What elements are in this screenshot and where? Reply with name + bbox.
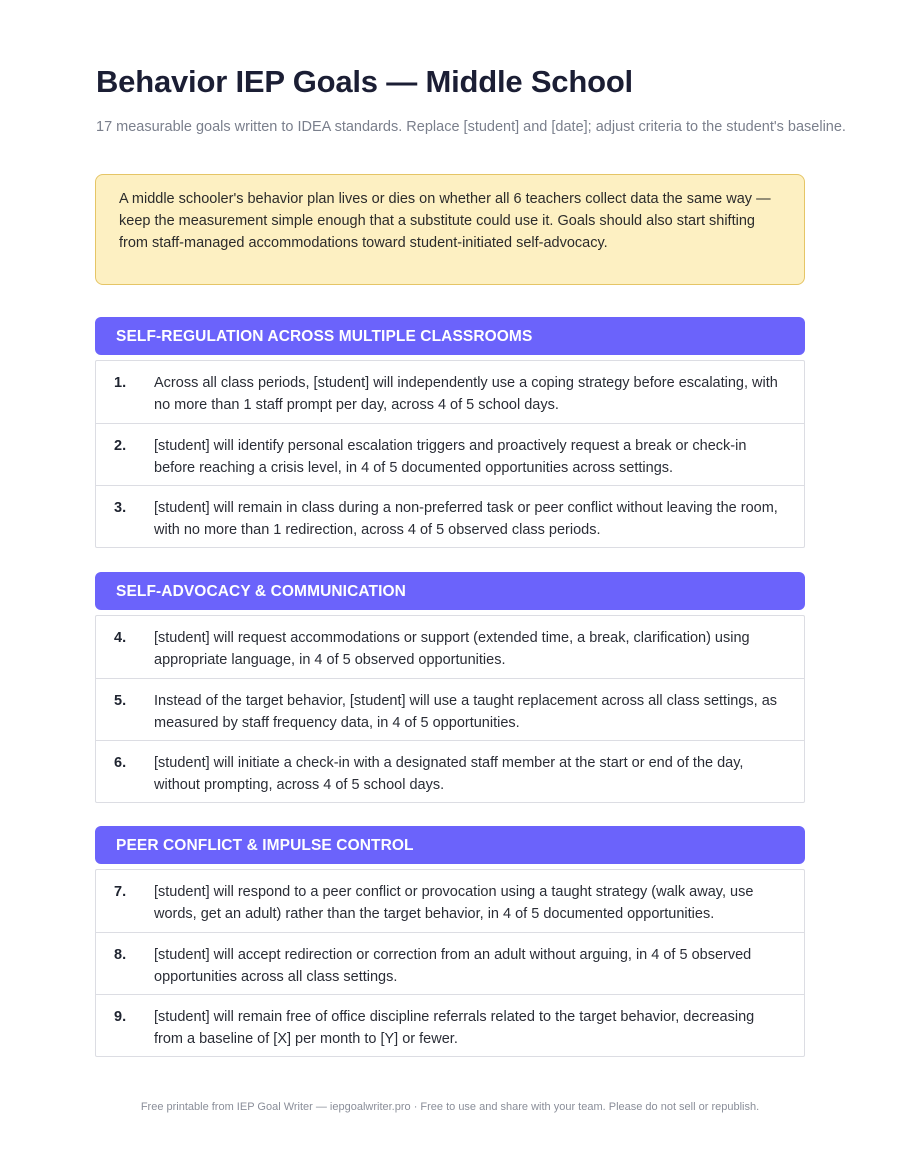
goal-list [95, 615, 805, 803]
goal-text: Instead of the target behavior, [student] will use a taught replacement across all class settings, as measured by staff frequency data, in 4 of 5 opportunities. [154, 693, 778, 731]
section-heading: SELF-ADVOCACY & COMMUNICATION [95, 572, 805, 610]
goal-list [95, 360, 805, 548]
goal-row [96, 485, 804, 547]
goal-text: Across all class periods, [student] will independently use a coping strategy before escalating, with no more than 1 staff prompt per day, across 4 of 5 school days. [154, 375, 778, 413]
goal-row [96, 616, 804, 678]
goal-text: [student] will remain in class during a non-preferred task or peer conflict without leaving the room, with no more than 1 redirection, across 4 of 5 observed class periods. [154, 500, 778, 538]
goal-list [95, 869, 805, 1057]
goal-number: 7. [114, 884, 127, 900]
footer-note: Free printable from IEP Goal Writer — iepgoalwriter.pro · Free to use and share with your team. Please do not sell or republish. [140, 1101, 760, 1113]
goal-row [96, 870, 804, 932]
goal-text: [student] will initiate a check-in with a designated staff member at the start or end of the day, without prompting, across 4 of 5 school days. [154, 755, 744, 793]
goal-text: [student] will respond to a peer conflict or provocation using a taught strategy (walk away, use words, get an adult) rather than the target behavior, in 4 of 5 documented opportunities. [154, 884, 754, 922]
goal-number: 8. [114, 947, 127, 963]
goal-text: [student] will request accommodations or support (extended time, a break, clarification) using appropriate language, in 4 of 5 observed opportunities. [154, 630, 750, 668]
goal-number: 1. [114, 375, 127, 391]
goal-row [96, 740, 804, 802]
goal-row [96, 678, 804, 740]
goal-number: 4. [114, 630, 127, 646]
goal-text: [student] will remain free of office discipline referrals related to the target behavior, decreasing from a baseline of [X] per month to [Y] or fewer. [154, 1009, 755, 1047]
goal-text: [student] will accept redirection or correction from an adult without arguing, in 4 of 5 observed opportunities across all class settings. [154, 947, 752, 985]
goal-number: 5. [114, 693, 127, 709]
section-peer-conflict [95, 826, 805, 1057]
goal-number: 3. [114, 500, 127, 516]
goal-number: 6. [114, 755, 127, 771]
section-self-regulation [95, 317, 805, 548]
goal-text: [student] will identify personal escalation triggers and proactively request a break or check-in before reaching a crisis level, in 4 of 5 documented opportunities across settings. [154, 438, 747, 476]
goal-row [96, 994, 804, 1056]
section-heading: SELF-REGULATION ACROSS MULTIPLE CLASSROOMS [95, 317, 805, 355]
goal-row [96, 932, 804, 994]
section-heading: PEER CONFLICT & IMPULSE CONTROL [95, 826, 805, 864]
callout-note: A middle schooler's behavior plan lives or dies on whether all 6 teachers collect data the same way — keep the measurement simple enough that a substitute could use it. Goals should also start shifting from staff-managed accommodations toward student-initiated self-advocacy. [95, 174, 805, 285]
goal-number: 9. [114, 1009, 127, 1025]
page-title: Behavior IEP Goals — Middle School [96, 64, 633, 99]
page-subtitle: 17 measurable goals written to IDEA standards. Replace [student] and [date]; adjust criteria to the student's baseline. [96, 119, 846, 135]
goal-number: 2. [114, 438, 127, 454]
section-self-advocacy [95, 572, 805, 803]
goal-row [96, 361, 804, 423]
goal-row [96, 423, 804, 485]
